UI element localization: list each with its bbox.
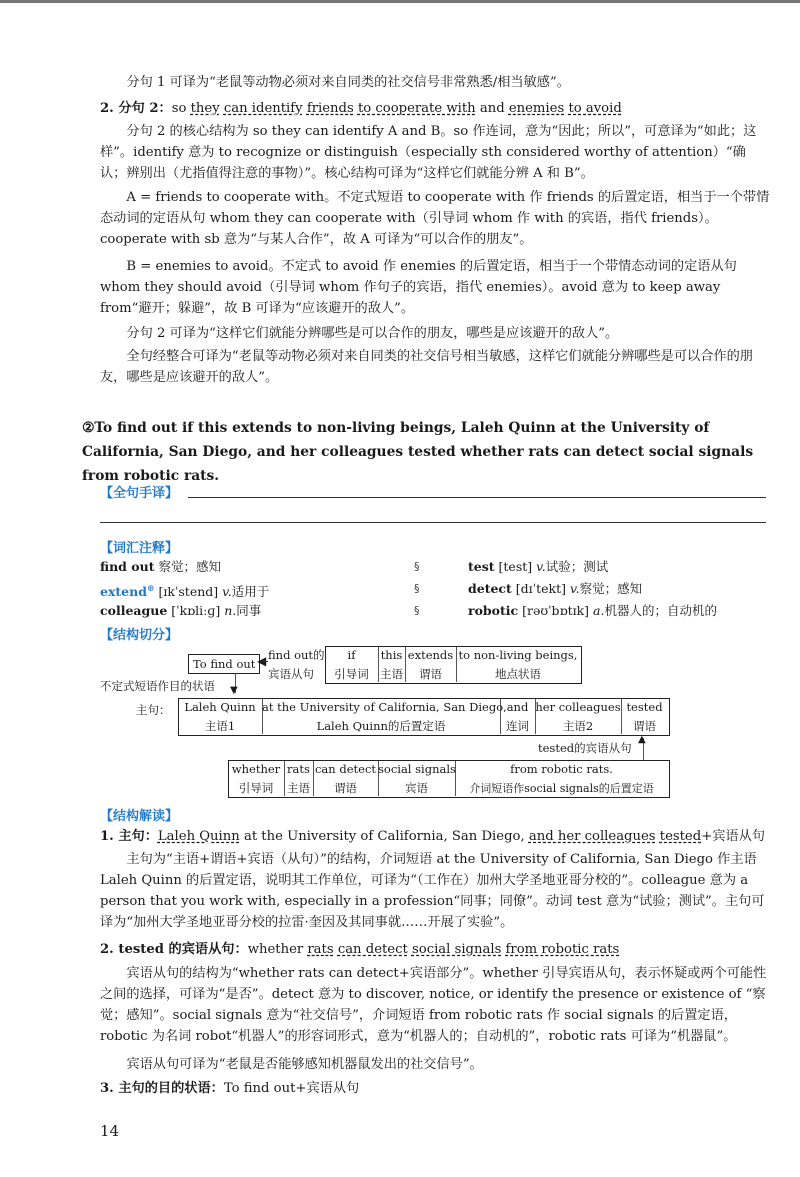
main-word: tested [626, 700, 663, 714]
paragraph-main-clause-analysis: 主句为“主语+谓语+宾语（从句）”的结构，介词短语 at the University of California, San Diego 作主语 Laleh Quinn 的后置定语，说明其工作单位，可译为“（工作在）加州大学圣地亚哥分校的”。colleague 意为 a person that you work with, especially in a profession“同事；同僚”。动词 test 意为“试验；测试”。主句可译为“加州大学圣地亚哥分校的拉雷·奎因及其同事就……开展了实验”。 [100, 852, 765, 930]
bottom-word: can detect [314, 762, 376, 776]
tested-object-label: tested的宾语从句 [538, 741, 632, 755]
vocab-item [468, 556, 608, 578]
bottom-word: rats [287, 762, 310, 776]
vocab-separator-icon: § [414, 582, 420, 595]
vocab-pos: v. [222, 584, 232, 600]
label-full-translation: 【全句手译】 [100, 486, 179, 501]
sub-role: 地点状语 [495, 667, 541, 681]
arrow-left-icon: ◀ [257, 654, 267, 668]
analysis-2-part-underlined: from robotic rats [505, 942, 620, 957]
paragraph-A-explanation: A = friends to cooperate with。不定式短语 to cooperate with 作 friends 的后置定语，相当于一个带情态动词的定语从句 whom they can cooperate with（引导词 whom 作 with 的宾语，指代 friends）。cooperate with sb 意为“与某人合作”，故 A 可译为“可以合作的朋友”。 [100, 190, 770, 247]
bottom-word: whether [231, 762, 281, 776]
analysis-2-part: whether [247, 942, 308, 957]
bottom-role: 介词短语作social signals的后置定语 [469, 782, 654, 795]
bottom-role: 引导词 [238, 781, 274, 795]
clause2-part-underlined: can identify [223, 101, 303, 116]
page-number: 14 [100, 1122, 120, 1140]
main-role: 谓语 [633, 719, 656, 733]
clause2-part: so [171, 101, 191, 116]
vocab-word: detect [468, 581, 512, 596]
vocab-word: test [468, 559, 495, 574]
analysis-1-heading [100, 826, 770, 847]
vocab-meaning: 试验；测试 [545, 559, 609, 574]
main-role: Laleh Quinn的后置定语 [316, 719, 446, 733]
vocab-word: colleague [100, 603, 168, 618]
analysis-1-part-underlined: tested [659, 829, 702, 844]
vocab-separator-icon: § [414, 560, 420, 573]
label-structure-split: 【结构切分】 [100, 628, 179, 643]
analysis-2-head: 2. tested 的宾语从句： [100, 942, 248, 957]
sub-word: if [347, 648, 356, 662]
sentence-2: ②To find out if this extends to non-living beings, Laleh Quinn at the University of California, San Diego, and her colleagues tested whether rats can detect social signals from robotic rats. [82, 420, 754, 484]
arrow-up-icon: ▲ [638, 734, 646, 745]
paragraph-clause1-translation: 分句 1 可译为“老鼠等动物必须对来自同类的社交信号非常熟悉/相当敏感”。 [126, 75, 570, 90]
clause2-part-underlined: enemies [508, 101, 565, 116]
analysis-2-part-underlined: rats [307, 942, 334, 957]
main-word: and [506, 700, 529, 714]
main-role: 主语1 [204, 719, 236, 733]
clause2-heading [100, 98, 770, 119]
vocab-meaning: 察觉；感知 [158, 559, 221, 574]
sub-role: 主语 [380, 667, 403, 681]
vocab-item [468, 600, 717, 622]
bottom-role: 宾语 [405, 781, 428, 795]
sub-role: 谓语 [419, 667, 442, 681]
analysis-3-tail: To find out+宾语从句 [223, 1081, 360, 1096]
analysis-2-part-underlined: social signals [411, 942, 502, 957]
vocab-pos: v. [570, 581, 580, 596]
translation-blank-line-1[interactable] [188, 497, 766, 498]
bottom-role: 主语 [287, 781, 310, 795]
analysis-1-part-underlined: Laleh Quinn [157, 829, 240, 844]
star-mark-icon: ⊛ [146, 584, 155, 594]
analysis-1-part-underlined: and her colleagues [528, 829, 656, 844]
analysis-3-head: 3. 主句的目的状语： [100, 1081, 224, 1096]
vocab-separator-icon: § [414, 604, 420, 617]
to-find-out-box [188, 654, 260, 674]
clause2-head: 2. 分句 2： [100, 101, 172, 116]
bottom-word: social signals [378, 762, 456, 776]
paragraph-object-clause-translation: 宾语从句可译为“老鼠是否能够感知机器鼠发出的社交信号”。 [126, 1057, 483, 1072]
arrow-down-icon: ▼ [230, 685, 238, 696]
vocab-pronunciation: [test] [498, 559, 533, 574]
to-find-out-text: To find out [193, 657, 256, 671]
vocab-pos: v. [536, 559, 546, 574]
main-word: at the University of California, San Diego, [262, 700, 507, 714]
object-clause-label: 宾语从句 [268, 667, 314, 681]
main-word: Laleh Quinn [184, 700, 256, 714]
vocab-item [100, 600, 261, 622]
vocab-pronunciation: [ˈkɒliːɡ] [171, 603, 221, 618]
main-word: her colleagues [535, 700, 621, 714]
main-role: 主语2 [562, 719, 594, 733]
clause2-part-underlined: to cooperate with [357, 101, 476, 116]
paragraph-clause2-structure: 分句 2 的核心结构为 so they can identify A and B。so 作连词，意为“因此；所以”，可意译为“如此；这样”。identify 意为 to recognize or distinguish（especially sth considered worthy of attention）“确认；辨别出（尤指值得注意的事物）”。核心结构可译为“这样它们就能分辨 A 和 B”。 [100, 124, 757, 181]
vocab-pos: a. [593, 603, 605, 618]
main-role: 连词 [506, 719, 529, 733]
paragraph-full-translation: 全句经整合可译为“老鼠等动物必须对来自同类的社交信号相当敏感，这样它们就能分辨哪些是可以合作的朋友，哪些是应该避开的敌人”。 [100, 349, 753, 385]
label-vocabulary: 【词汇注释】 [100, 541, 179, 556]
translation-blank-line-2[interactable] [100, 522, 766, 523]
sub-role: 引导词 [334, 667, 369, 681]
analysis-1-part: at the University of California, San Diego, [239, 829, 529, 844]
sub-word: this [380, 648, 403, 662]
bottom-role: 谓语 [334, 781, 357, 795]
top-border [0, 0, 800, 3]
vocab-word: extend [100, 584, 147, 600]
analysis-2-heading [100, 939, 770, 960]
vocab-meaning: 同事 [236, 603, 262, 618]
vocab-pos: n. [224, 603, 237, 618]
main-clause-label: 主句： [136, 703, 171, 717]
paragraph-object-clause-analysis: 宾语从句的结构为“whether rats can detect+宾语部分”。whether 引导宾语从句，表示怀疑或两个可能性之间的选择，可译为“是否”。detect 意为 to discover, notice, or identify the presence or existence of “察觉；感知”。social signals 意为“社交信号”，介词短语 from robotic rats 作 social signals 的后置定语，robotic 为名词 robot“机器人”的形容词形式，意为“机器人的；自动机的”，robotic rats 可译为“机器鼠”。 [100, 966, 767, 1044]
clause2-part-underlined: friends [306, 101, 354, 116]
analysis-3-heading [100, 1078, 770, 1099]
vocab-pronunciation: [dɪˈtekt] [515, 581, 567, 596]
vocab-pronunciation: [rəʊˈbɒtɪk] [522, 603, 590, 618]
analysis-1-part: +宾语从句 [701, 829, 765, 844]
vocab-item [100, 556, 221, 578]
clause2-part: and [475, 101, 509, 116]
vocab-meaning: 察觉；感知 [579, 581, 643, 596]
purpose-adverbial-label: 不定式短语作目的状语 [100, 679, 215, 693]
find-out-of-label: find out的 [268, 648, 325, 662]
vocab-meaning: 适用于 [231, 584, 270, 600]
clause2-part-underlined: they [190, 101, 220, 116]
paragraph-B-explanation: B = enemies to avoid。不定式 to avoid 作 enemies 的后置定语，相当于一个带情态动词的定语从句 whom they should avoid（引导词 whom 作句子的宾语，指代 enemies）。avoid 意为 to keep away from“避开；躲避”，故 B 可译为“应该避开的敌人”。 [100, 259, 737, 316]
vocab-word: find out [100, 559, 155, 574]
vocab-item [468, 578, 642, 600]
paragraph-clause2-translation: 分句 2 可译为“这样它们就能分辨哪些是可以合作的朋友，哪些是应该避开的敌人”。 [126, 326, 619, 341]
vocab-word: robotic [468, 603, 519, 618]
sub-word: to non-living beings, [458, 648, 578, 662]
analysis-1-head: 1. 主句： [100, 829, 158, 844]
clause2-part-underlined: to avoid [568, 101, 622, 116]
bottom-word: from robotic rats. [510, 762, 613, 776]
analysis-2-part-underlined: can detect [337, 942, 408, 957]
label-structure-analysis: 【结构解读】 [100, 809, 179, 824]
vocab-pronunciation: [ɪkˈstend] [158, 584, 219, 600]
vocab-meaning: 机器人的；自动机的 [604, 603, 717, 618]
sub-word: extends [407, 648, 454, 662]
